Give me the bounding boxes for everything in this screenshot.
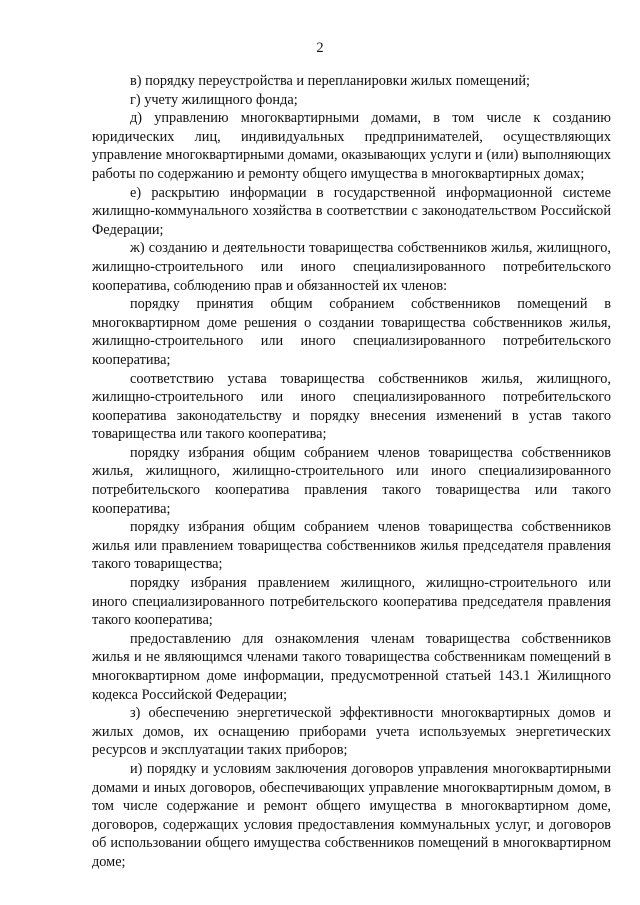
paragraph-information-access: предоставлению для ознакомления членам товарищества собственников жилья и не являющимся членами такого товарищества собственникам помещений в многоквартирном доме информации, предусмотренной статьей 143.1 Жилищного кодекса Российской Федерации; xyxy=(92,630,611,703)
paragraph-z-energy-efficiency: з) обеспечению энергетической эффективности многоквартирных домов и жилых домов, их оснащению приборами учета используемых энергетических ресурсов и эксплуатации таких приборов; xyxy=(92,705,611,759)
page-number: 2 xyxy=(316,40,324,56)
document-body xyxy=(92,72,611,872)
paragraph-g-housing-stock: г) учету жилищного фонда; xyxy=(130,91,298,108)
paragraph-board-election: порядку избрания общим собранием членов товарищества собственников жилья, жилищного, жилищно-строительного или иного специализированного потребительского кооператива правления такого товарищества или такого кооператива; xyxy=(92,444,611,517)
paragraph-zh-homeowners-associations: ж) созданию и деятельности товарищества собственников жилья, жилищного, жилищно-строительного или иного специализированного потребительского кооператива, соблюдению прав и обязанностей их членов: xyxy=(92,240,611,294)
paragraph-chairman-election-association: порядку избрания общим собранием членов товарищества собственников жилья или правлением товарищества собственников жилья председателя правления такого товарищества; xyxy=(92,519,611,573)
paragraph-d-building-management: д) управлению многоквартирными домами, в том числе к созданию юридических лиц, индивидуальных предпринимателей, осуществляющих управление многоквартирными домами, оказывающих услуги и (или) выполняющих работы по содержанию и ремонту общего имущества в многоквартирных домах; xyxy=(92,110,611,182)
paragraph-i-management-contracts: и) порядку и условиям заключения договоров управления многоквартирными домами и иных договоров, обеспечивающих управление многоквартирным домом, в том числе содержание и ремонт общего имущества в многоквартирном доме, договоров, содержащих условия предоставления коммунальных услуг, и договоров об использовании общего имущества собственников помещений в многоквартирном доме; xyxy=(92,760,611,870)
paragraph-v-redevelopment: в) порядку переустройства и перепланировки жилых помещений; xyxy=(130,73,530,89)
paragraph-charter-compliance: соответствию устава товарищества собственников жилья, жилищного, жилищно-строительного или иного специализированного потребительского кооператива законодательству и порядку внесения изменений в устав такого товарищества или такого кооператива; xyxy=(92,370,611,443)
paragraph-chairman-election-cooperative: порядку избрания правлением жилищного, жилищно-строительного или иного специализированного потребительского кооператива председателя правления такого кооператива; xyxy=(92,575,611,629)
paragraph-e-information-disclosure: е) раскрытию информации в государственной информационной системе жилищно-коммунального хозяйства в соответствии с законодательством Российской Федерации; xyxy=(92,184,611,238)
paragraph-association-creation: порядку принятия общим собранием собственников помещений в многоквартирном доме решения о создании товарищества собственников жилья, жилищно-строительного или иного специализированного потребительского кооператива; xyxy=(92,296,611,368)
